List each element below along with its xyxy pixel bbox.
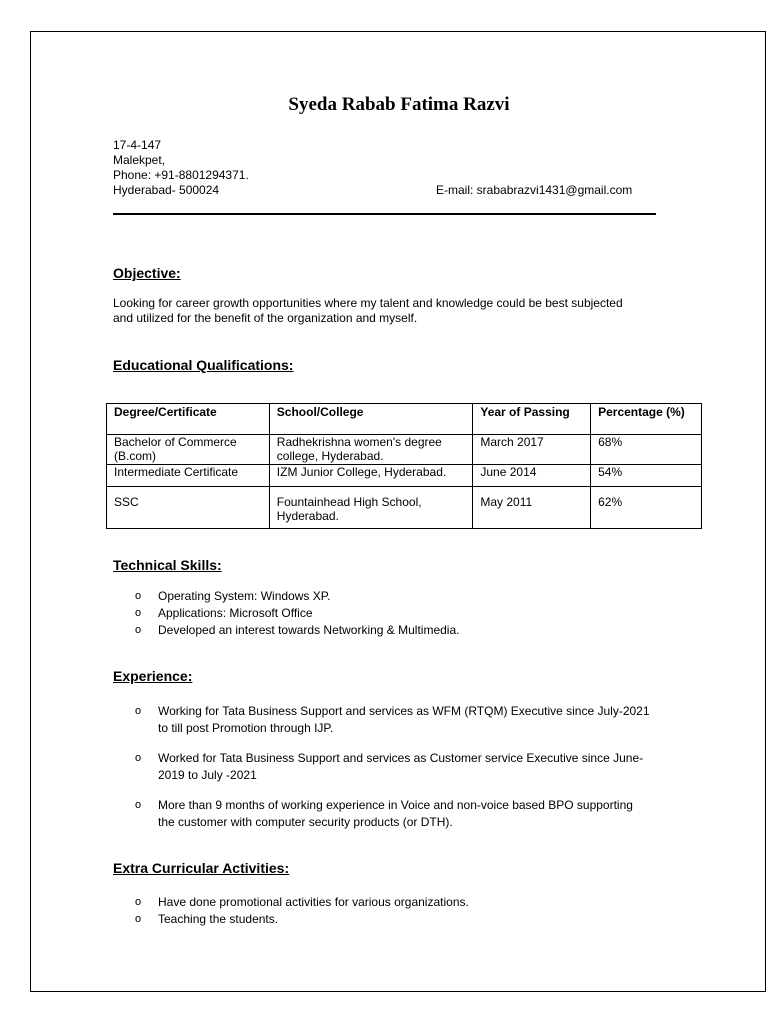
table-cell: Intermediate Certificate [107,465,270,487]
table-header-cell: Degree/Certificate [107,404,270,435]
table-cell: Fountainhead High School, Hyderabad. [269,487,473,529]
bullet-icon: o [135,590,142,602]
activity-text: Have done promotional activities for various organizations. [158,895,469,909]
extra-curricular-heading: Extra Curricular Activities: [113,860,290,876]
list-item [131,588,651,605]
table-header-row [107,404,702,435]
table-cell: June 2014 [473,465,591,487]
list-item [131,605,651,622]
table-header-cell: School/College [269,404,473,435]
objective-heading: Objective: [113,265,181,281]
list-item [131,797,651,831]
list-item [131,894,651,911]
table-cell: IZM Junior College, Hyderabad. [269,465,473,487]
skills-list [131,588,651,639]
resume-page [30,31,766,992]
table-cell: 68% [591,435,702,465]
bullet-icon: o [135,752,142,764]
phone-number: Phone: +91-8801294371. [113,168,249,182]
extra-curricular-list [131,894,651,928]
skills-heading: Technical Skills: [113,557,222,573]
list-item [131,750,651,784]
table-row [107,465,702,487]
bullet-icon: o [135,607,142,619]
table-header-cell: Percentage (%) [591,404,702,435]
address-line-1: 17-4-147 [113,138,162,152]
table-row [107,487,702,529]
table-cell: 62% [591,487,702,529]
education-table [106,403,702,529]
header-divider [113,213,656,215]
table-cell: 54% [591,465,702,487]
objective-line-1: Looking for career growth opportunities where my talent and knowledge could be best subjected [113,296,623,310]
table-cell: Bachelor of Commerce (B.com) [107,435,270,465]
objective-text [113,296,673,326]
email-address: E-mail: srababrazvi1431@gmail.com [436,183,633,197]
address-block [113,138,249,198]
address-line-2: Malekpet, [113,153,166,167]
activity-text: Teaching the students. [158,912,279,926]
table-cell: May 2011 [473,487,591,529]
experience-text: More than 9 months of working experience in Voice and non-voice based BPO supporting the customer with computer security products (or DTH). [158,798,633,829]
skill-text: Applications: Microsoft Office [158,606,313,620]
experience-heading: Experience: [113,668,193,684]
objective-line-2: and utilized for the benefit of the organization and myself. [113,311,418,325]
table-row [107,435,702,465]
skill-text: Developed an interest towards Networking & Multimedia. [158,623,460,637]
table-cell: Radhekrishna women's degree college, Hyderabad. [269,435,473,465]
skill-text: Operating System: Windows XP. [158,589,331,603]
list-item [131,703,651,737]
experience-text: Working for Tata Business Support and services as WFM (RTQM) Executive since July-2021 to till post Promotion through IJP. [158,704,650,735]
list-item [131,622,651,639]
table-header-cell: Year of Passing [473,404,591,435]
bullet-icon: o [135,705,142,717]
table-cell: SSC [107,487,270,529]
candidate-name: Syeda Rabab Fatima Razvi [288,94,510,115]
bullet-icon: o [135,913,142,925]
bullet-icon: o [135,624,142,636]
experience-list [131,703,651,844]
address-city: Hyderabad- 500024 [113,183,220,197]
table-cell: March 2017 [473,435,591,465]
education-heading: Educational Qualifications: [113,357,294,373]
bullet-icon: o [135,896,142,908]
experience-text: Worked for Tata Business Support and services as Customer service Executive since June- 2019 to July -2021 [158,751,644,782]
list-item [131,911,651,928]
bullet-icon: o [135,799,142,811]
